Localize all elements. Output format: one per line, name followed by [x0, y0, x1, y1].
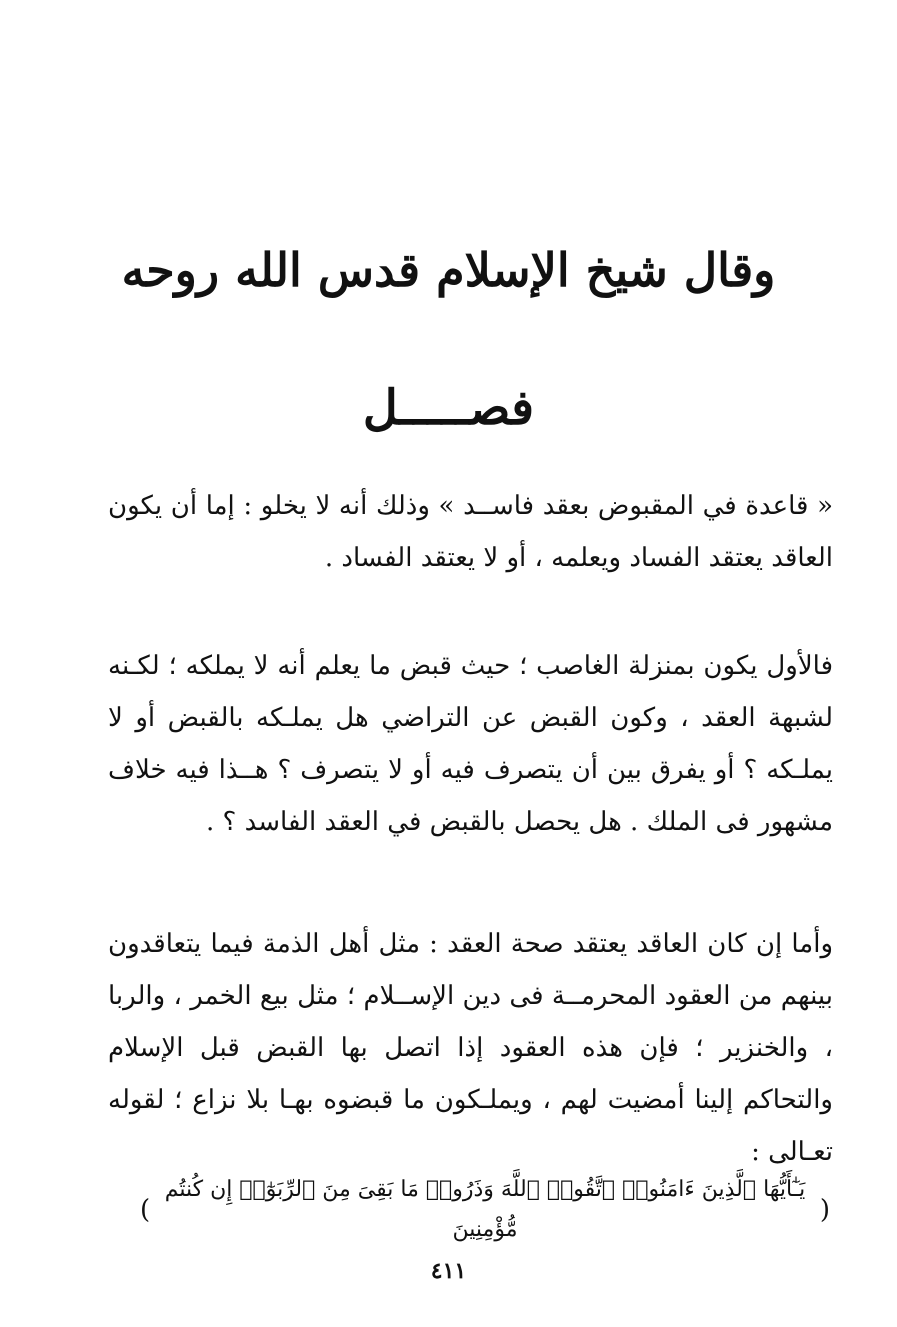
verse-text: يَـٰٓأَيُّهَا ٱلَّذِينَ ءَامَنُوا۟ ٱتَّقُوا۟ ٱللَّهَ وَذَرُوا۟ مَا بَقِىَ مِنَ ٱلرِّبَوٰٓا۟ إِن كُنتُم مُّؤْمِنِينَ	[164, 1177, 806, 1242]
verse-close-bracket: )	[140, 1195, 151, 1225]
page-number: ٤١١	[430, 1258, 467, 1284]
verse-open-bracket: (	[819, 1195, 830, 1225]
paragraph-2: فالأول يكون بمنزلة الغاصب ؛ حيث قبض ما يعلم أنه لا يملكه ؛ لكـنه لشبهة العقد ، وكون القبض عن التراضي هل يملـكه بالقبض أو لا يملـكه ؟ أو يفرق بين أن يتصرف فيه أو لا يتصرف ؟ هــذا فيه خلاف مشهور فى الملك . هل يحصل بالقبض في العقد الفاسد ؟ .	[108, 651, 833, 837]
paragraph-1: « قاعدة في المقبوض بعقد فاســد » وذلك أنه لا يخلو : إما أن يكون العاقد يعتقد الفساد ويعلمه ، أو لا يعتقد الفساد .	[108, 491, 833, 573]
section-heading: فصـــــل	[362, 380, 535, 436]
paragraph-3: وأما إن كان العاقد يعتقد صحة العقد : مثل أهل الذمة فيما يتعاقدون بينهم من العقود المحرمــة فى دين الإســلام ؛ مثل بيع الخمر ، والربا ، والخنزير ؛ فإن هذه العقود إذا اتصل بها القبض قبل الإسلام والتحاكم إلينا أمضيت لهم ، ويملـكون ما قبضوه بهـا بلا نزاع ؛ لقوله تعـالى :	[108, 929, 833, 1167]
page-title: وقال شيخ الإسلام قدس الله روحه	[121, 243, 776, 297]
quran-verse	[140, 1170, 830, 1250]
